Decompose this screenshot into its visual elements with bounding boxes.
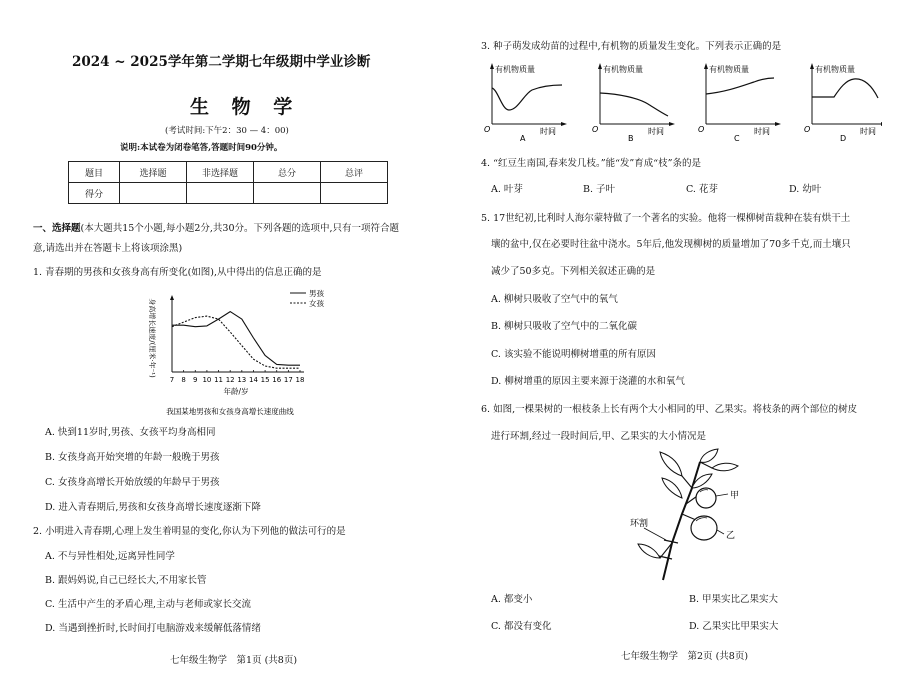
section-intro-line2: 意,请选出并在答题卡上将该项涂黑) bbox=[33, 243, 183, 254]
subject-title: 生 物 学 bbox=[190, 96, 301, 118]
table-cell: 总分 bbox=[254, 162, 321, 183]
arrow-icon bbox=[598, 63, 602, 69]
y-label: 有机物质量 bbox=[603, 65, 643, 74]
x-label: 时间 bbox=[648, 127, 664, 136]
q2-option-a[interactable]: A. 不与异性相处,远离异性同学 bbox=[45, 551, 175, 562]
q3-graph-d[interactable] bbox=[804, 63, 882, 143]
chart-x-tick-label: 14 bbox=[248, 376, 258, 384]
arrow-icon bbox=[490, 63, 494, 69]
q1-stem: 1. 青春期的男孩和女孩身高有所变化(如图),从中得出的信息正确的是 bbox=[33, 267, 322, 278]
exam-title: 2024 ~ 2025学年第二学期七年级期中学业诊断 bbox=[72, 54, 371, 70]
score-table-header-row bbox=[69, 162, 388, 183]
chart-x-axis-label: 年龄/岁 bbox=[223, 387, 249, 396]
q3-graph-c[interactable] bbox=[698, 63, 781, 143]
table-cell: 总评 bbox=[321, 162, 388, 183]
q5-option-d[interactable]: D. 柳树增重的原因主要来源于浇灌的水和氧气 bbox=[491, 376, 685, 387]
chart-x-tick-label: 17 bbox=[283, 376, 293, 384]
q1-option-a[interactable]: A. 快到11岁时,男孩、女孩平均身高相同 bbox=[45, 427, 216, 438]
chart-title: 我国某地男孩和女孩身高增长速度曲线 bbox=[166, 407, 294, 416]
chart-x-tick-label: 12 bbox=[225, 376, 235, 384]
q5-option-b[interactable]: B. 柳树只吸收了空气中的二氧化碳 bbox=[491, 321, 638, 332]
fruit-jia-icon bbox=[696, 488, 716, 508]
q6-option-b[interactable]: B. 甲果实比乙果实大 bbox=[689, 594, 779, 605]
curve bbox=[812, 79, 878, 98]
chart-legend-label: 女孩 bbox=[309, 299, 324, 308]
q6-stem-line1: 6. 如图,一棵果树的一根枝条上长有两个大小相同的甲、乙果实。将枝条的两个部位的树皮 bbox=[481, 404, 858, 415]
table-cell: 非选择题 bbox=[187, 162, 254, 183]
arrow-icon bbox=[704, 63, 708, 69]
chart-x-tick-label: 11 bbox=[214, 376, 224, 384]
chart-x-tick-label: 10 bbox=[202, 376, 212, 384]
q3-stem: 3. 种子萌发成幼苗的过程中,有机物的质量发生变化。下列表示正确的是 bbox=[481, 41, 782, 52]
fruit-yi-icon bbox=[691, 516, 717, 540]
q2-option-d[interactable]: D. 当遇到挫折时,长时间打电脑游戏来缓解低落情绪 bbox=[45, 623, 261, 634]
q3-graph-b[interactable] bbox=[592, 63, 675, 143]
label-line bbox=[716, 494, 728, 496]
arrow-icon bbox=[881, 122, 882, 126]
arrow-icon bbox=[170, 295, 174, 300]
table-cell: 得分 bbox=[69, 183, 120, 204]
label-yi: 乙 bbox=[726, 531, 736, 541]
chart-x-tick-label: 9 bbox=[193, 376, 198, 384]
curve bbox=[600, 93, 668, 116]
score-table bbox=[68, 161, 388, 204]
graph-label: A bbox=[520, 134, 526, 143]
q3-graph-a[interactable] bbox=[484, 63, 567, 143]
growth-chart bbox=[130, 286, 340, 418]
chart-x-tick-label: 15 bbox=[260, 376, 270, 384]
graph-label: D bbox=[840, 134, 847, 143]
q5-stem-line3: 减少了50多克。下列相关叙述正确的是 bbox=[491, 266, 656, 277]
page-footer-right: 七年级生物学 第2页 (共8页) bbox=[621, 651, 749, 662]
arrow-icon bbox=[669, 122, 675, 126]
section-intro-line1 bbox=[33, 222, 399, 235]
table-cell[interactable] bbox=[120, 183, 187, 204]
page-footer-left: 七年级生物学 第1页 (共8页) bbox=[170, 655, 298, 666]
arrow-icon bbox=[775, 122, 781, 126]
chart-x-tick-label: 16 bbox=[272, 376, 282, 384]
table-cell[interactable] bbox=[187, 183, 254, 204]
q5-stem-line1: 5. 17世纪初,比利时人海尔蒙特做了一个著名的实验。他将一棵柳树苗栽种在装有烘干土 bbox=[481, 213, 851, 224]
table-cell: 选择题 bbox=[120, 162, 187, 183]
y-label: 有机物质量 bbox=[815, 65, 855, 74]
y-label: 有机物质量 bbox=[709, 65, 749, 74]
q6-stem-line2: 进行环割,经过一段时间后,甲、乙果实的大小情况是 bbox=[491, 431, 707, 442]
q5-option-a[interactable]: A. 柳树只吸收了空气中的氧气 bbox=[491, 294, 618, 305]
chart-y-axis-label: 身高增长速度/(厘米·年⁻¹) bbox=[148, 298, 156, 378]
y-label: 有机物质量 bbox=[495, 65, 535, 74]
arrow-icon bbox=[561, 122, 567, 126]
graph-label: C bbox=[734, 134, 740, 143]
q4-option-a[interactable]: A. 叶芽 bbox=[491, 184, 523, 195]
label-line bbox=[717, 530, 724, 534]
q5-option-c[interactable]: C. 该实验不能说明柳树增重的所有原因 bbox=[491, 349, 656, 360]
q1-option-c[interactable]: C. 女孩身高增长开始放缓的年龄早于男孩 bbox=[45, 477, 220, 488]
label-line bbox=[644, 528, 666, 540]
leaf-icon bbox=[638, 449, 738, 558]
table-cell[interactable] bbox=[321, 183, 388, 204]
chart-x-tick-label: 7 bbox=[169, 376, 175, 384]
q2-option-c[interactable]: C. 生活中产生的矛盾心理,主动与老师或家长交流 bbox=[45, 599, 251, 610]
chart-x-tick-label: 18 bbox=[295, 376, 305, 384]
q3-graphs bbox=[482, 60, 882, 145]
chart-x-tick-label: 8 bbox=[181, 376, 186, 384]
section-intro-text: (本大题共15个小题,每小题2分,共30分。下列各题的选项中,只有一项符合题 bbox=[80, 223, 400, 234]
exam-note: 说明:本试卷为闭卷笔答,答题时间90分钟。 bbox=[120, 143, 283, 153]
curve bbox=[706, 78, 774, 94]
q5-stem-line2: 壤的盆中,仅在必要时往盆中浇水。5年后,他发现柳树的质量增加了70多千克,而土壤只 bbox=[491, 239, 851, 250]
x-label: 时间 bbox=[540, 127, 556, 136]
q1-option-b[interactable]: B. 女孩身高开始突增的年龄一般晚于男孩 bbox=[45, 452, 220, 463]
arrow-icon bbox=[810, 63, 814, 69]
q6-option-c[interactable]: C. 都没有变化 bbox=[491, 621, 552, 632]
origin-label: O bbox=[698, 125, 705, 134]
origin-label: O bbox=[592, 125, 599, 134]
q4-option-c[interactable]: C. 花芽 bbox=[686, 184, 718, 195]
graph-label: B bbox=[628, 134, 634, 143]
x-label: 时间 bbox=[860, 127, 876, 136]
origin-label: O bbox=[804, 125, 811, 134]
table-cell: 题目 bbox=[69, 162, 120, 183]
origin-label: O bbox=[484, 125, 491, 134]
q1-option-d[interactable]: D. 进入青春期后,男孩和女孩身高增长速度逐渐下降 bbox=[45, 502, 261, 513]
label-ring-cut: 环割 bbox=[630, 519, 649, 529]
branch-diagram bbox=[600, 448, 770, 583]
q4-stem: 4. “红豆生南国,春来发几枝。”能“发”育成“枝”条的是 bbox=[481, 158, 701, 169]
chart-legend-label: 男孩 bbox=[309, 289, 324, 298]
section-heading: 一、选择题 bbox=[33, 223, 81, 234]
q2-stem: 2. 小明进入青春期,心理上发生着明显的变化,你认为下列他的做法可行的是 bbox=[33, 526, 346, 537]
chart-x-tick-label: 13 bbox=[237, 376, 247, 384]
q2-option-b[interactable]: B. 跟妈妈说,自己已经长大,不用家长管 bbox=[45, 575, 207, 586]
table-cell[interactable] bbox=[254, 183, 321, 204]
x-label: 时间 bbox=[754, 127, 770, 136]
q4-option-d[interactable]: D. 幼叶 bbox=[789, 184, 822, 195]
label-jia: 甲 bbox=[730, 491, 740, 501]
q4-option-b[interactable]: B. 子叶 bbox=[583, 184, 616, 195]
curve bbox=[492, 85, 562, 110]
q6-option-a[interactable]: A. 都变小 bbox=[491, 594, 533, 605]
chart-series-line-girls bbox=[172, 316, 300, 368]
score-table-score-row bbox=[69, 183, 388, 204]
exam-time: (考试时间:下午2：30 — 4：00) bbox=[165, 126, 289, 136]
q6-option-d[interactable]: D. 乙果实比甲果实大 bbox=[689, 621, 779, 632]
